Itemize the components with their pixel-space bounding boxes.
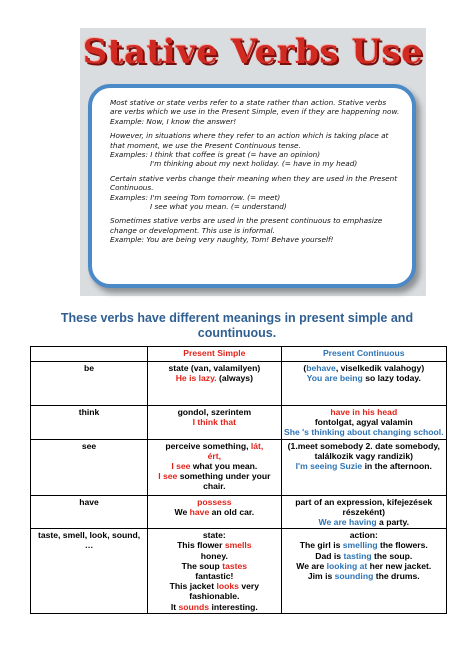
cell-example: He is lazy.: [175, 373, 217, 384]
cell-keyword: ért,: [207, 450, 222, 461]
cell-text: részeként): [342, 506, 386, 517]
header-cell-verb: [31, 347, 148, 362]
cell-text: találkozik vagy randizik): [314, 450, 413, 461]
simple-cell: [148, 439, 281, 495]
cell-keyword: smells: [224, 540, 252, 551]
cell-text: fantastic!: [195, 571, 234, 582]
section-heading: These verbs have different meanings in present simple and countinuous.: [60, 311, 414, 340]
cell-text: interesting.: [211, 601, 258, 612]
cell-text: so lazy today.: [365, 373, 421, 384]
poster-paragraph-3: [110, 174, 400, 212]
cell-example: You are being: [306, 373, 363, 384]
cell-text: This jacket: [169, 581, 215, 592]
cell-text: a party.: [379, 517, 409, 528]
cell-example: I: [158, 471, 161, 482]
poster-example-label: Examples:: [110, 192, 148, 202]
cell-keyword: have in his head: [330, 407, 398, 417]
cell-text: This flower: [177, 540, 223, 551]
simple-cell: [148, 495, 281, 529]
continuous-cell: [281, 495, 446, 529]
table-header-row: [31, 347, 447, 362]
verb-cell: taste, smell, look, sound, …: [31, 529, 148, 614]
cell-example: have: [189, 506, 210, 517]
cell-example: I think that: [192, 417, 237, 428]
cell-text: action:: [349, 530, 378, 541]
verb-cell: be: [31, 362, 148, 406]
cell-text: the flowers.: [380, 540, 428, 551]
cell-text: perceive something,: [165, 440, 249, 451]
poster-paragraph-4-text: Sometimes stative verbs are used in the present continuous to emphasize change or development. This use is informal.: [110, 216, 383, 235]
poster-paragraph-3-text: Certain stative verbs change their meaning when they are used in the Present Continuous.: [110, 173, 398, 193]
simple-cell: [148, 406, 281, 440]
cell-text: gondol, szerintem: [177, 407, 252, 417]
header-cell-present-simple: Present Simple: [148, 347, 281, 362]
cell-text: (always): [219, 373, 253, 384]
cell-keyword: sounds: [178, 601, 210, 612]
table-row: [31, 529, 447, 614]
cell-text: the drums.: [375, 571, 420, 582]
cell-text: (: [303, 363, 307, 373]
cell-text: honey.: [200, 550, 228, 561]
continuous-cell: [281, 406, 446, 440]
poster-text: [110, 98, 400, 250]
cell-keyword: possess: [197, 496, 232, 507]
cell-text: what you mean.: [192, 461, 258, 472]
poster-title: Stative Verbs Use: [82, 32, 424, 72]
table-row: [31, 406, 447, 440]
cell-text: state (van, valamilyen): [168, 363, 261, 373]
poster-example: Example: You are being very naughty, Tom! Behave yourself!: [110, 235, 334, 245]
cell-text: an old car.: [211, 506, 255, 517]
poster-paragraph-4: [110, 216, 400, 244]
cell-text: The girl is: [299, 540, 341, 551]
cell-example: We are having: [318, 517, 377, 528]
cell-example: She 's thinking about changing school.: [283, 427, 444, 438]
cell-text: Dad is: [315, 550, 342, 561]
cell-text: the soup.: [374, 550, 413, 561]
cell-text: her new jacket.: [369, 560, 432, 571]
cell-text: (1.meet somebody 2. date somebody,: [287, 440, 440, 451]
cell-keyword: smelling: [342, 540, 378, 551]
cell-text: very fashionable.: [189, 581, 259, 602]
cell-keyword: looking at: [326, 560, 368, 571]
cell-text: We: [174, 506, 188, 517]
header-cell-present-continuous: Present Continuous: [281, 347, 446, 362]
cell-keyword: lát,: [250, 440, 264, 451]
cell-text: fontolgat, agyal valamin: [314, 417, 413, 428]
continuous-cell: [281, 439, 446, 495]
poster-example: I'm thinking about my next holiday. (= have in my head): [150, 159, 358, 169]
cell-text: state:: [202, 530, 226, 541]
cell-text: It: [170, 601, 177, 612]
stative-verbs-poster: [80, 28, 426, 296]
table-row: [31, 495, 447, 529]
cell-text: something under your chair.: [179, 471, 271, 492]
cell-text: part of an expression, kifejezések: [295, 496, 433, 507]
cell-keyword: looks: [216, 581, 239, 592]
poster-example: I see what you mean. (= understand): [150, 202, 287, 212]
poster-paragraph-1: Most stative or state verbs refer to a state rather than action. Stative verbs are verbs which we use in the Present Simple, even if they are happening now. Example: Now, I know the answer!: [110, 98, 400, 126]
verb-cell: see: [31, 439, 148, 495]
poster-example-label: Examples:: [110, 150, 148, 160]
cell-text: We are: [296, 560, 325, 571]
cell-text: in the afternoon.: [364, 461, 432, 472]
cell-example: see: [162, 471, 178, 482]
cell-text: , viselkedik valahogy): [335, 363, 425, 373]
poster-text-box: [88, 84, 416, 288]
table-row: [31, 439, 447, 495]
poster-paragraph-2: [110, 131, 400, 169]
verb-meanings-table: [30, 346, 447, 614]
cell-keyword: tasting: [343, 550, 372, 561]
verb-cell: think: [31, 406, 148, 440]
simple-cell: [148, 529, 281, 614]
poster-paragraph-2-text: However, in situations where they refer to an action which is taking place at that moment, we use the Present Continuous tense.: [110, 131, 389, 150]
continuous-cell: [281, 362, 446, 406]
simple-cell: [148, 362, 281, 406]
cell-keyword: sounding: [334, 571, 374, 582]
verb-cell: have: [31, 495, 148, 529]
cell-example: I'm seeing Suzie: [295, 461, 363, 472]
cell-text: Jim is: [307, 571, 333, 582]
cell-keyword: behave: [306, 363, 336, 373]
continuous-cell: [281, 529, 446, 614]
poster-example: I think that coffee is great (= have an opinion): [150, 150, 321, 160]
cell-example: see: [176, 461, 191, 472]
cell-keyword: tastes: [222, 560, 248, 571]
table-row: [31, 362, 447, 406]
cell-example: I: [171, 461, 174, 472]
cell-text: The soup: [181, 560, 220, 571]
poster-example: I'm seeing Tom tomorrow. (= meet): [150, 192, 281, 202]
